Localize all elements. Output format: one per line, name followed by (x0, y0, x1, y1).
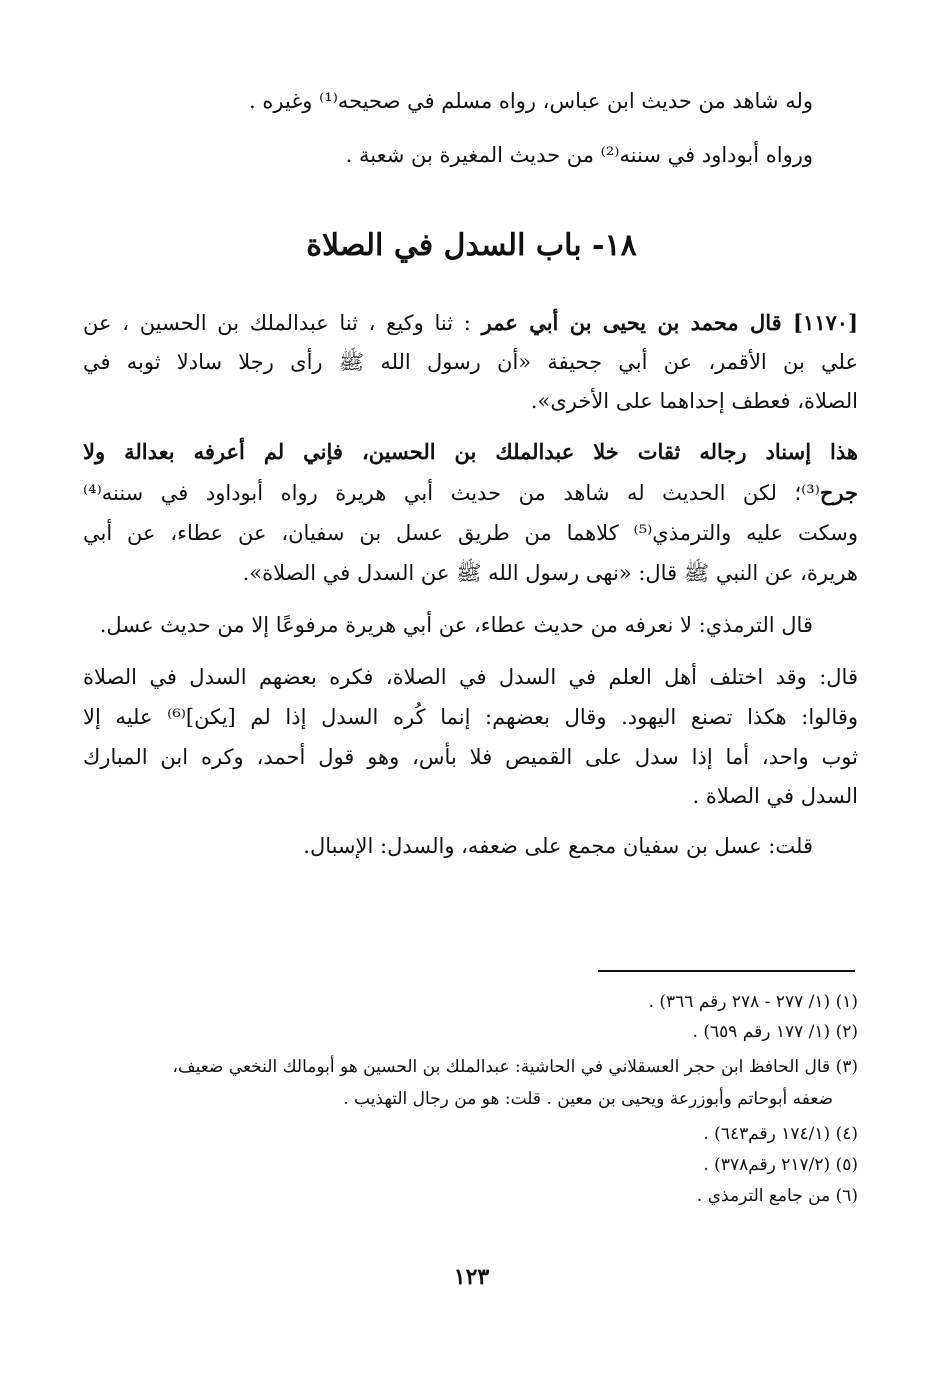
footnote-3-cont: ضعفه أبوحاتم وأبوزرعة ويحيى بن معين . قلت: هو من رجال التهذيب . (343, 1089, 833, 1109)
isnad-jarh: جرح (819, 480, 858, 505)
hadith-line-3: الصلاة، فعطف إحداهما على الأخرى». (530, 389, 858, 413)
footnote-4: (٤) (١٧٤/١ رقم٦٤٣) . (703, 1124, 858, 1144)
page-number: ١٢٣ (453, 1264, 490, 1290)
isnad-line-1: هذا إسناد رجاله ثقات خلا عبدالملك بن الحسين، فإني لم أعرفه بعدالة ولا (83, 439, 858, 464)
isnad-line-4: هريرة، عن النبي ﷺ قال: «نهى رسول الله ﷺ عن السدل في الصلاة». (242, 561, 858, 585)
footnote-3: (٣) قال الحافظ ابن حجر العسقلاني في الحاشية: عبدالملك بن الحسين هو أبومالك النخعي ضعيف، (172, 1057, 858, 1077)
hadith-narrator: [١١٧٠] قال محمد بن يحيى بن أبي عمر (481, 310, 858, 335)
footnote-5: (٥) (٢١٧/٢ رقم٣٧٨) . (703, 1155, 858, 1175)
tirmidhi-line-1: قال الترمذي: لا نعرفه من حديث عطاء، عن أبي هريرة مرفوعًا إلا من حديث عسل. (99, 613, 813, 637)
chapter-heading: ١٨- باب السدل في الصلاة (306, 228, 637, 263)
qala-line-1: قال: وقد اختلف أهل العلم في السدل في الصلاة، فكره بعضهم السدل في الصلاة (83, 665, 858, 689)
top-line-1: وله شاهد من حديث ابن عباس، رواه مسلم في صحيحه⁽¹⁾ وغيره . (249, 89, 813, 113)
footnote-1: (١) (١/ ٢٧٧ - ٢٧٨ رقم ٣٦٦) . (648, 992, 858, 1012)
qala-line-3: ثوب واحد، أما إذا سدل على القميص فلا بأس، وهو قول أحمد، وكره ابن المبارك (83, 745, 858, 769)
qala-line-4: السدل في الصلاة . (692, 784, 858, 808)
footnote-6: (٦) من جامع الترمذي . (696, 1186, 858, 1206)
hadith-line-2: علي بن الأقمر، عن أبي جحيفة «أن رسول الله ﷺ رأى رجلا سادلا ثوبه في (83, 350, 858, 374)
isnad-line-3: وسكت عليه والترمذي⁽⁵⁾ كلاهما من طريق عسل بن سفيان، عن عطاء، عن أبي (83, 521, 858, 545)
isnad-line-2-text: ⁽³⁾؛ لكن الحديث له شاهد من حديث أبي هريرة رواه أبوداود في سننه⁽⁴⁾ (83, 481, 820, 505)
isnad-line-2 (83, 478, 858, 508)
qultu-line-1: قلت: عسل بن سفيان مجمع على ضعفه، والسدل: الإسبال. (303, 834, 813, 858)
qala-line-2: وقالوا: هكذا تصنع اليهود. وقال بعضهم: إنما كُره السدل إذا لم [يكن]⁽⁶⁾ عليه إلا (83, 705, 858, 729)
hadith-line-1 (83, 308, 858, 338)
footnote-2: (٢) (١/ ١٧٧ رقم ٦٥٩) . (692, 1022, 858, 1042)
hadith-chain: : ثنا وكيع ، ثنا عبدالملك بن الحسين ، عن (83, 311, 471, 335)
footnote-separator (598, 970, 855, 972)
top-line-2: ورواه أبوداود في سننه⁽²⁾ من حديث المغيرة بن شعبة . (345, 143, 813, 167)
